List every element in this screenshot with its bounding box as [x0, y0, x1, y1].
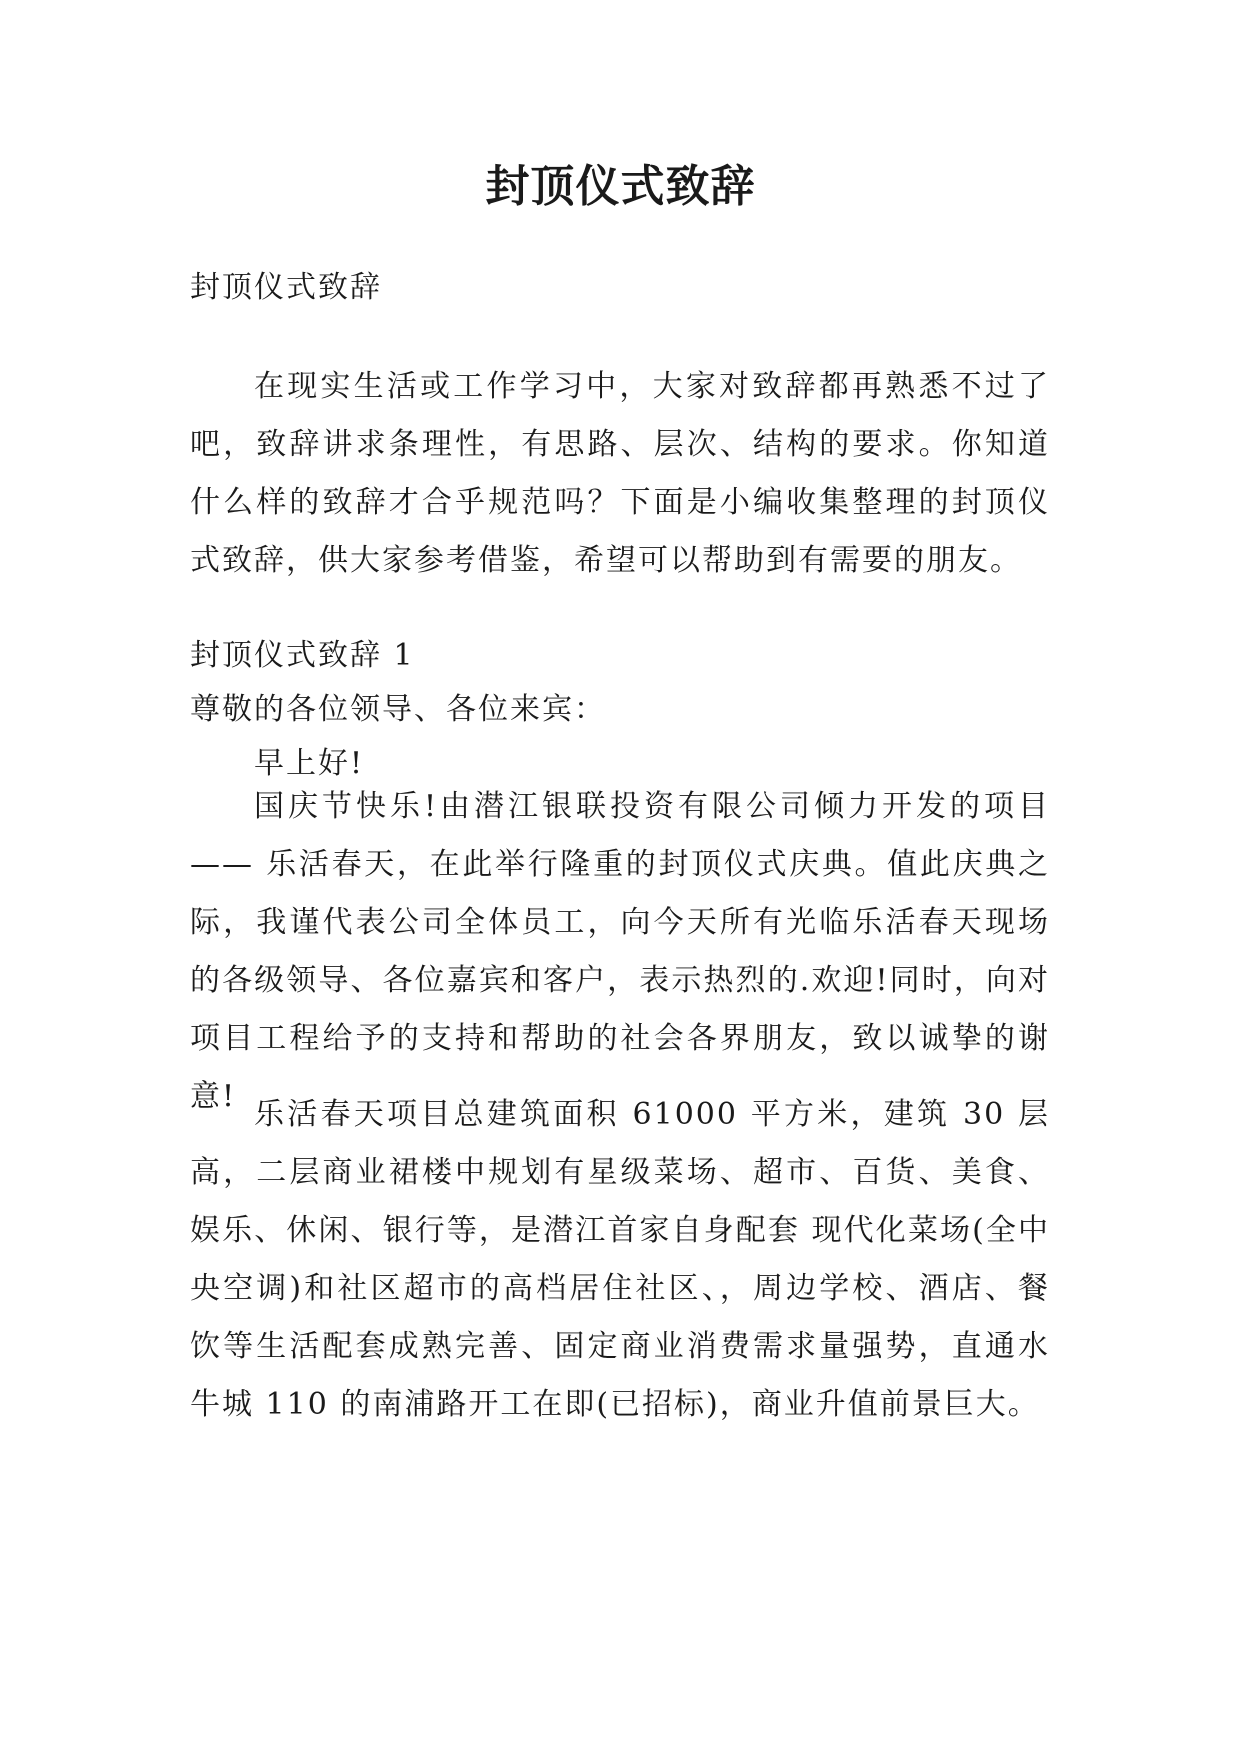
body-paragraph-1: 国庆节快乐!由潜江银联投资有限公司倾力开发的项目—— 乐活春天，在此举行隆重的封顶仪式庆典。值此庆典之际，我谨代表公司全体员工，向今天所有光临乐活春天现场的各级领导、各位嘉宾和客户，表示热烈的.欢迎!同时，向对项目工程给予的支持和帮助的社会各界朋友，致以诚挚的谢意! — [190, 789, 1050, 1114]
document-subtitle: 封顶仪式致辞 — [190, 270, 382, 305]
intro-paragraph: 在现实生活或工作学习中，大家对致辞都再熟悉不过了吧，致辞讲求条理性，有思路、层次、结构的要求。你知道什么样的致辞才合乎规范吗？下面是小编收集整理的封顶仪式致辞，供大家参考借鉴，希望可以帮助到有需要的朋友。 — [190, 369, 1050, 578]
body-paragraph-2: 乐活春天项目总建筑面积 61000 平方米，建筑 30 层高，二层商业裙楼中规划有星级菜场、超市、百货、美食、娱乐、休闲、银行等，是潜江首家自身配套 现代化菜场(全中央空调)和社区超市的高档居住社区、，周边学校、酒店、餐饮等生活配套成熟完善、固定商业消费需求量强势，直通水牛城 110 的南浦路开工在即(已招标)，商业升值前景巨大。 — [190, 1097, 1050, 1422]
greeting: 早上好! — [254, 746, 365, 781]
document-title: 封顶仪式致辞 — [485, 161, 756, 212]
salutation: 尊敬的各位领导、各位来宾： — [190, 692, 606, 727]
section-heading: 封顶仪式致辞 1 — [190, 638, 415, 673]
